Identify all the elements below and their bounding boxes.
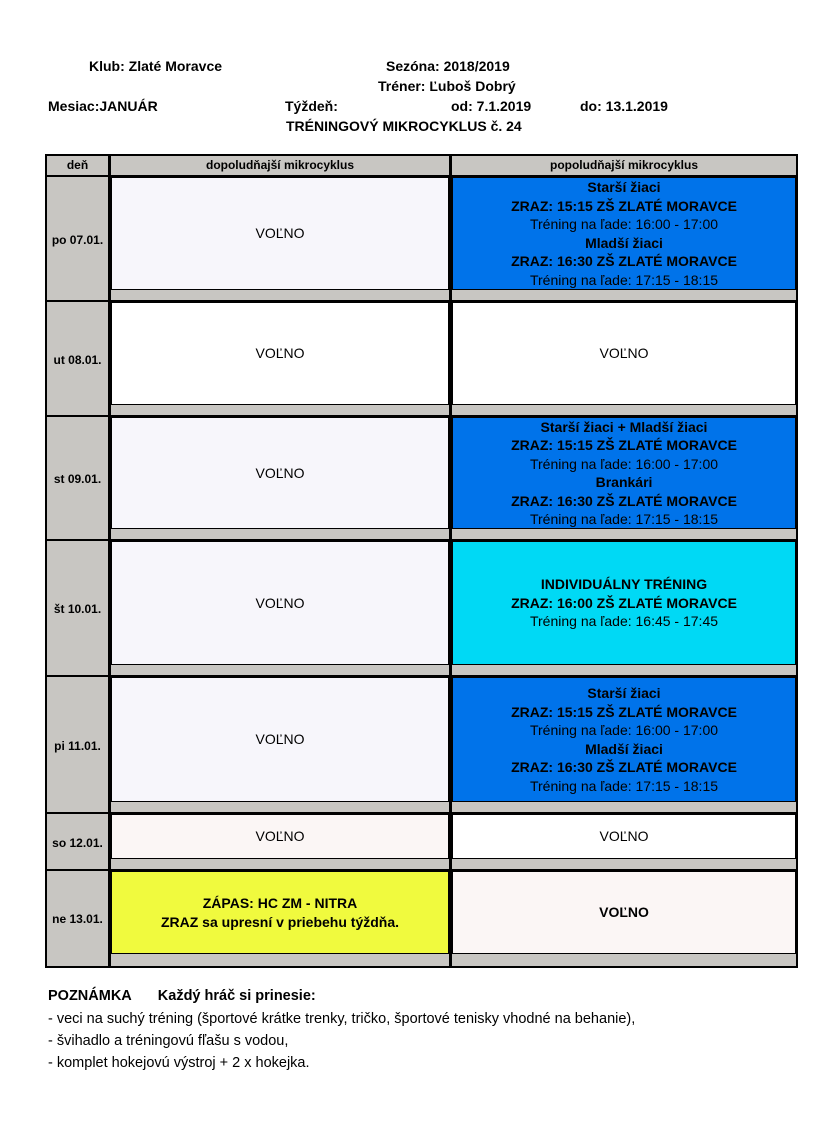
- afternoon-line: Tréning na ľade: 16:00 - 17:00: [529, 216, 719, 232]
- morning-cell: [111, 177, 449, 290]
- afternoon-cell: [452, 871, 796, 954]
- afternoon-line: Tréning na ľade: 16:45 - 17:45: [529, 613, 719, 630]
- note-item: - švihadlo a tréningovú fľašu s vodou,: [48, 1033, 289, 1049]
- afternoon-line: Starší žiaci: [587, 179, 661, 195]
- afternoon-line: Mladší žiaci: [585, 740, 663, 757]
- morning-cell: [111, 302, 449, 405]
- afternoon-cell: [452, 677, 796, 802]
- coach: Tréner: Ľuboš Dobrý: [378, 78, 516, 94]
- month: Mesiac:JANUÁR: [48, 98, 158, 114]
- day-label: so 12.01.: [52, 835, 103, 850]
- day-label: ne 13.01.: [52, 911, 103, 926]
- afternoon-line: ZRAZ: 15:15 ZŠ ZLATÉ MORAVCE: [511, 703, 737, 720]
- afternoon-line: Mladší žiaci: [585, 234, 663, 251]
- note-heading: POZNÁMKA: [48, 988, 132, 1004]
- day-label: pi 11.01.: [54, 738, 101, 753]
- afternoon-line: ZRAZ: 16:00 ZŠ ZLATÉ MORAVCE: [511, 594, 737, 611]
- document-title: TRÉNINGOVÝ MIKROCYKLUS č. 24: [286, 118, 522, 134]
- afternoon-line: ZRAZ: 16:30 ZŠ ZLATÉ MORAVCE: [511, 253, 737, 269]
- morning-cell: [111, 541, 449, 665]
- morning-line: VOĽNO: [255, 345, 305, 362]
- day-label: po 07.01.: [51, 232, 104, 247]
- afternoon-line: VOĽNO: [599, 345, 649, 362]
- col-header-morning: dopoludňajší mikrocyklus: [111, 156, 449, 175]
- afternoon-cell: [452, 541, 796, 665]
- morning-line: VOĽNO: [255, 225, 305, 242]
- day-label: ut 08.01.: [53, 352, 102, 367]
- afternoon-line: Tréning na ľade: 16:00 - 17:00: [529, 455, 719, 472]
- afternoon-line: ZRAZ: 16:30 ZŠ ZLATÉ MORAVCE: [511, 492, 737, 509]
- afternoon-line: VOĽNO: [599, 904, 649, 921]
- week-label: Týždeň:: [285, 98, 338, 114]
- afternoon-cell: [452, 177, 796, 290]
- afternoon-cell: [452, 417, 796, 529]
- schedule-table: [45, 154, 798, 968]
- morning-line: VOĽNO: [255, 594, 305, 611]
- col-header-afternoon: popoludňajší mikrocyklus: [452, 156, 796, 175]
- morning-cell: [111, 417, 449, 529]
- morning-cell: [111, 814, 449, 859]
- day-label: st 09.01.: [53, 472, 102, 486]
- morning-line: ZÁPAS: HC ZM - NITRA: [202, 895, 358, 911]
- week-to: do: 13.1.2019: [580, 98, 668, 114]
- afternoon-line: Tréning na ľade: 17:15 - 18:15: [529, 777, 719, 794]
- season: Sezóna: 2018/2019: [386, 58, 510, 74]
- afternoon-line: Tréning na ľade: 17:15 - 18:15: [529, 271, 719, 288]
- afternoon-line: Brankári: [595, 474, 653, 490]
- afternoon-line: Tréning na ľade: 17:15 - 18:15: [529, 511, 719, 527]
- morning-line: VOĽNO: [255, 464, 305, 481]
- afternoon-cell: [452, 814, 796, 859]
- afternoon-line: ZRAZ: 16:30 ZŠ ZLATÉ MORAVCE: [511, 759, 737, 775]
- afternoon-cell: [452, 302, 796, 405]
- afternoon-line: Starší žiaci: [587, 685, 661, 701]
- note-title: [48, 988, 316, 1004]
- morning-cell: [111, 871, 449, 954]
- note-item: - komplet hokejovú výstroj + 2 x hokejka.: [48, 1055, 310, 1071]
- note-intro: Každý hráč si prinesie:: [157, 988, 316, 1004]
- afternoon-line: VOĽNO: [599, 828, 649, 845]
- morning-cell: [111, 677, 449, 802]
- afternoon-line: INDIVIDUÁLNY TRÉNING: [540, 576, 708, 593]
- afternoon-line: Starší žiaci + Mladší žiaci: [540, 418, 708, 435]
- morning-line: VOĽNO: [255, 828, 305, 845]
- morning-line: VOĽNO: [255, 731, 305, 748]
- col-header-day: deň: [47, 156, 108, 175]
- week-from: od: 7.1.2019: [451, 98, 532, 114]
- note-item: - veci na suchý tréning (športové krátke trenky, tričko, športové tenisky vhodné na behanie),: [48, 1011, 636, 1027]
- day-label: št 10.01.: [53, 602, 102, 616]
- club-name: Klub: Zlaté Moravce: [89, 58, 223, 74]
- afternoon-line: ZRAZ: 15:15 ZŠ ZLATÉ MORAVCE: [511, 197, 737, 214]
- afternoon-line: ZRAZ: 15:15 ZŠ ZLATÉ MORAVCE: [511, 437, 737, 453]
- morning-line: ZRAZ sa upresní v priebehu týždňa.: [160, 913, 400, 930]
- afternoon-line: Tréning na ľade: 16:00 - 17:00: [529, 722, 719, 738]
